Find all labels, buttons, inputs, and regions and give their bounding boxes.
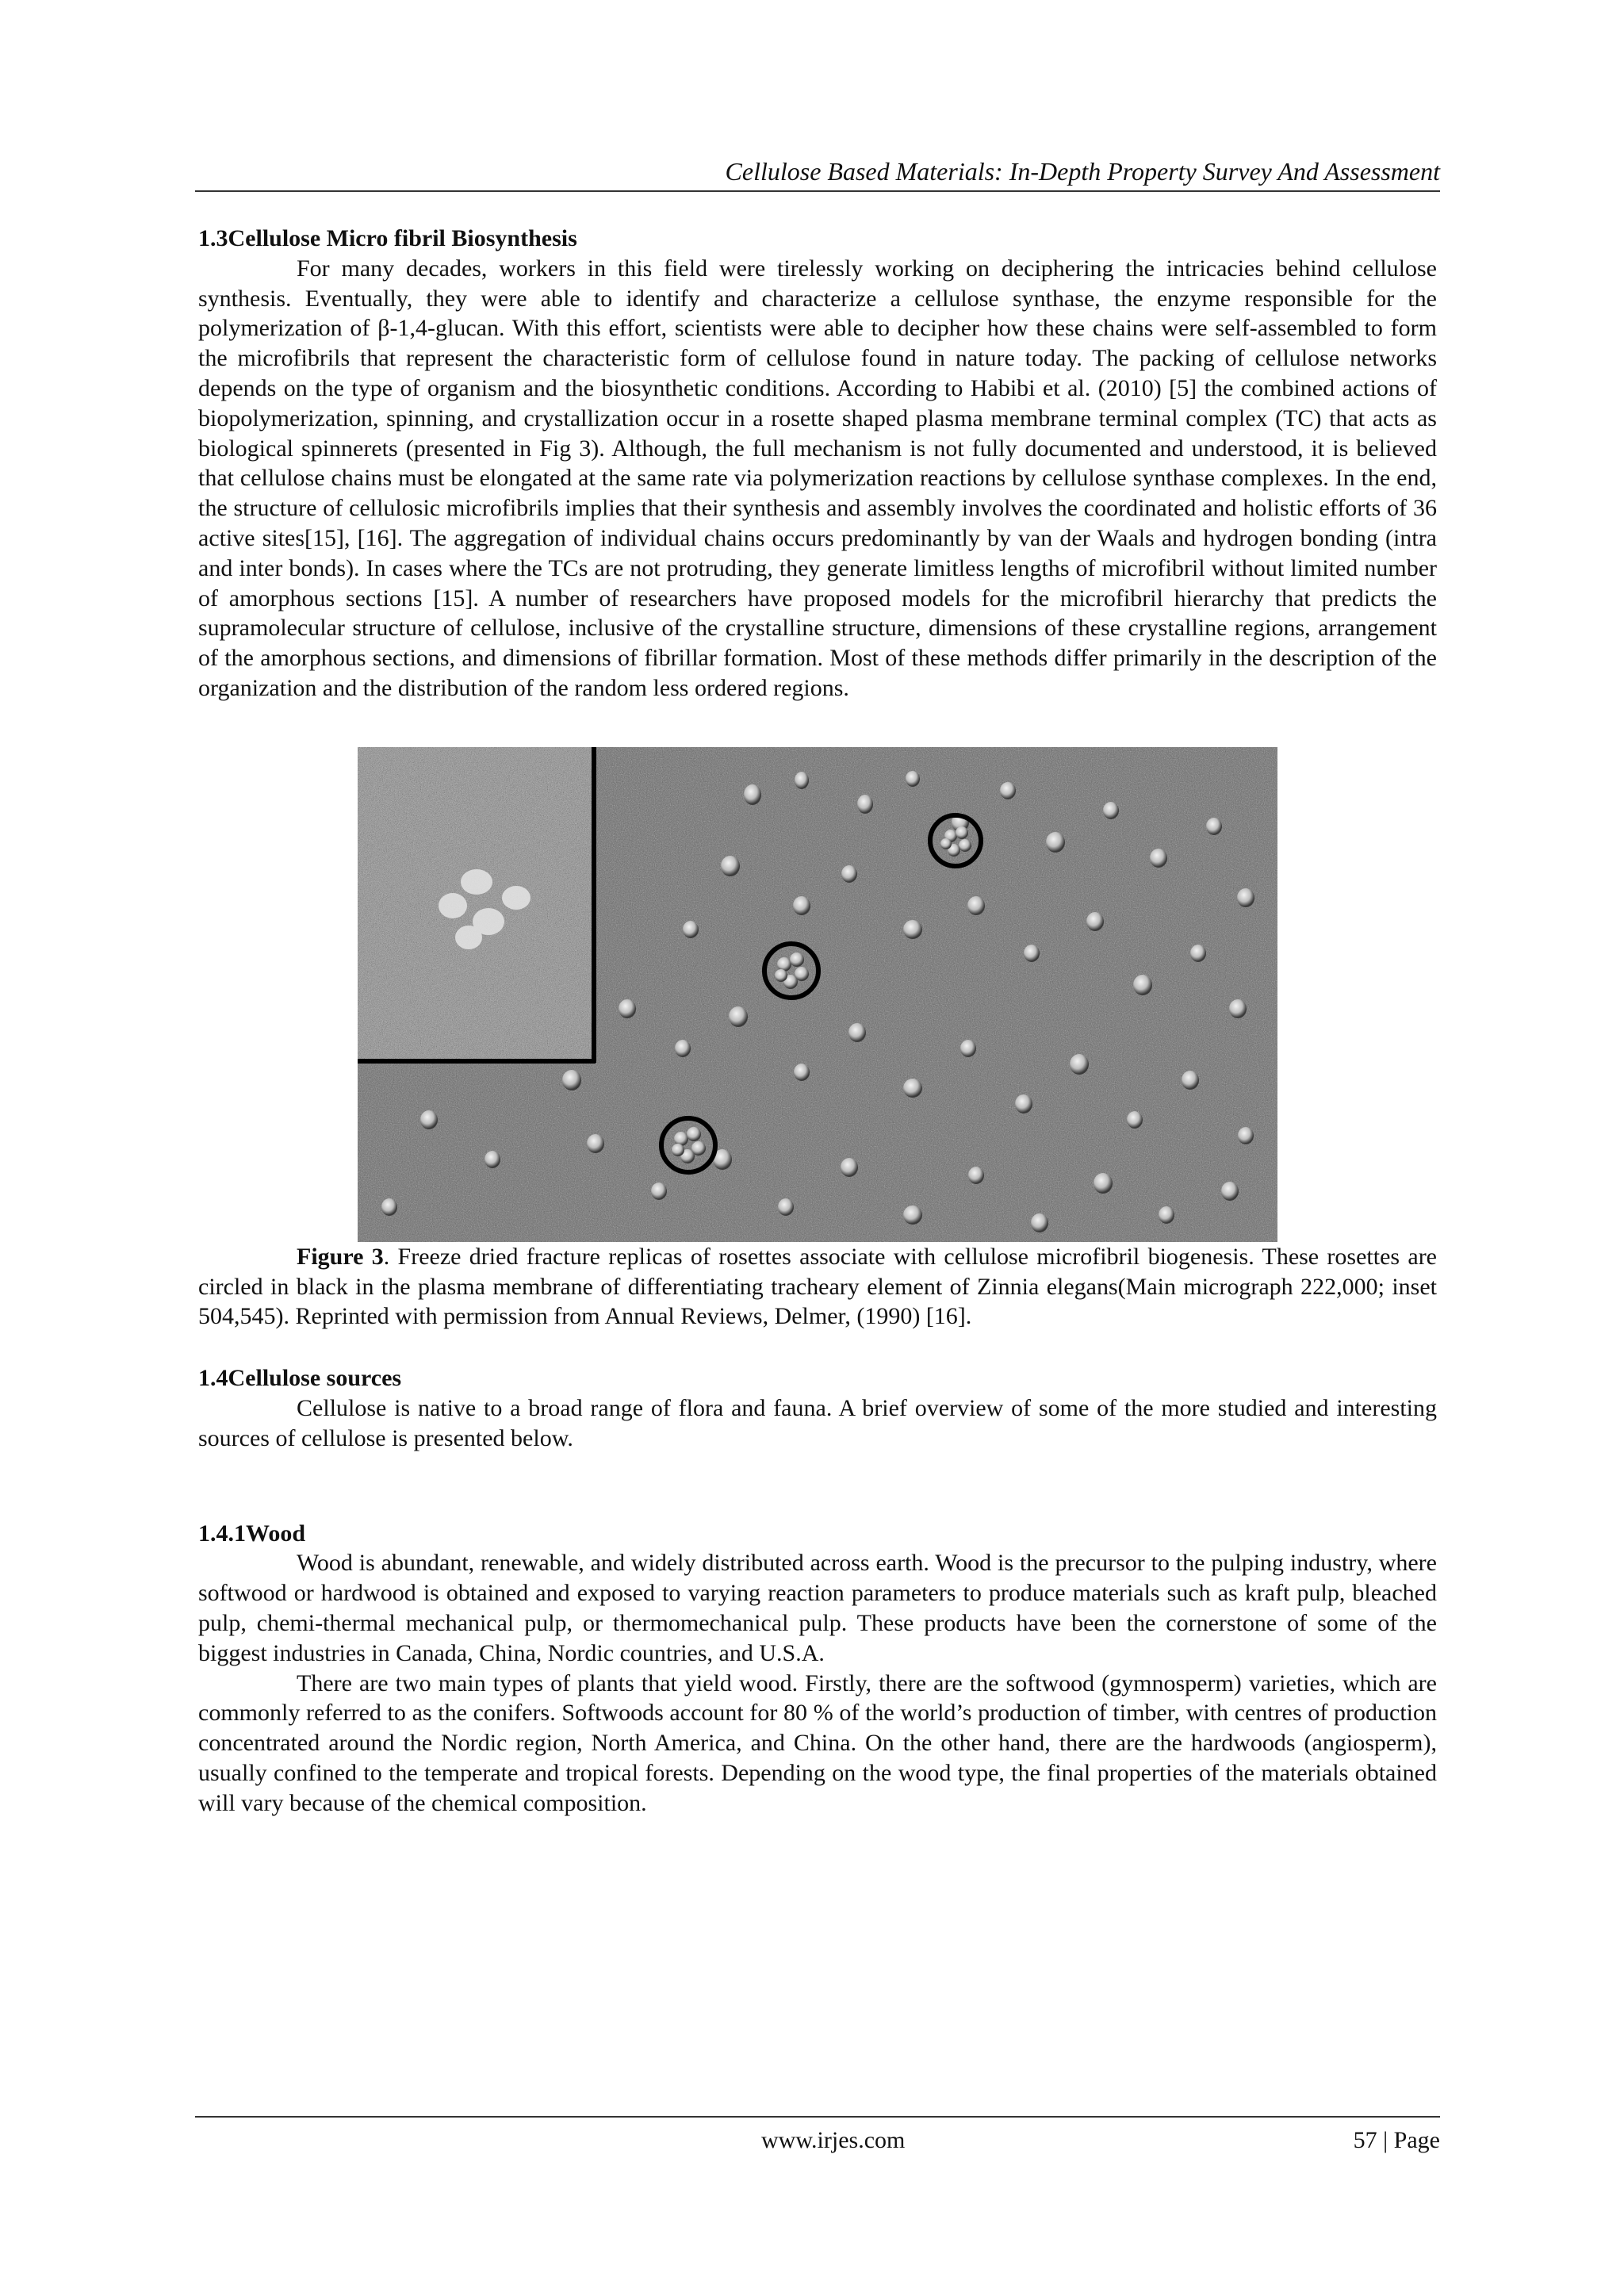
caption-text: . Freeze dried fracture replicas of rosettes associate with cellulose microfibril biogenesis. These rosettes are circled in black in the plasma membrane of differentiating tracheary element of Zinnia elegans(Main micrograph 222,000; inset 504,545). Reprinted with permission from Annual Reviews, Delmer, (1990) [16].: [198, 1243, 1437, 1330]
header-rule: [195, 190, 1440, 192]
micrograph-image: [358, 747, 1277, 1242]
footer-rule: [195, 2116, 1440, 2118]
page-body: [198, 224, 1437, 1819]
micrograph-inset: [358, 747, 596, 1063]
section-heading: 1.3Cellulose Micro fibril Biosynthesis: [198, 225, 577, 251]
figure-3-micrograph: [358, 747, 1277, 1242]
paragraph: There are two main types of plants that yield wood. Firstly, there are the softwood (gymnosperm) varieties, which are commonly referred to as the conifers. Softwoods account for 80 % of the world’s production of timber, with centres of production concentrated around the Nordic region, North America, and China. On the other hand, there are the hardwoods (angiosperm), usually confined to the temperate and tropical forests. Depending on the wood type, the final properties of the materials obtained will vary because of the chemical composition.: [198, 1669, 1437, 1816]
figure-label: Figure 3: [297, 1243, 384, 1270]
section-1-4-1: [198, 1519, 1437, 1819]
paragraph: For many decades, workers in this field were tirelessly working on deciphering the intricacies behind cellulose synthesis. Eventually, they were able to identify and characterize a cellulose synthase, the enzyme responsible for the polymerization of β-1,4-glucan. With this effort, scientists were able to decipher how these chains were self-assembled to form the microfibrils that represent the characteristic form of cellulose found in nature today. The packing of cellulose networks depends on the type of organism and the biosynthetic conditions. According to Habibi et al. (2010) [5] the combined actions of biopolymerization, spinning, and crystallization occur in a rosette shaped plasma membrane terminal complex (TC) that acts as biological spinnerets (presented in Fig 3). Although, the full mechanism is not fully documented and understood, it is believed that cellulose chains must be elongated at the same rate via polymerization reactions by cellulose synthase complexes. In the end, the structure of cellulosic microfibrils implies that their synthesis and assembly involves the coordinated and holistic efforts of 36 active sites[15], [16]. The aggregation of individual chains occurs predominantly by van der Waals and hydrogen bonding (intra and inter bonds). In cases where the TCs are not protruding, they generate limitless lengths of microfibril without limited number of amorphous sections [15]. A number of researchers have proposed models for the microfibril hierarchy that predicts the supramolecular structure of cellulose, inclusive of the crystalline structure, dimensions of these crystalline regions, arrangement of the amorphous sections, and dimensions of fibrillar formation. Most of these methods differ primarily in the description of the organization and the distribution of the random less ordered regions.: [198, 255, 1437, 701]
page-number: 57 | Page: [1353, 2127, 1440, 2153]
running-title: Cellulose Based Materials: In-Depth Property Survey And Assessment: [725, 157, 1440, 186]
paragraph: Wood is abundant, renewable, and widely distributed across earth. Wood is the precursor to the pulping industry, where softwood or hardwood is obtained and exposed to varying reaction parameters to produce materials such as kraft pulp, bleached pulp, chemi-thermal mechanical pulp, or thermomechanical pulp. These products have been the cornerstone of some of the biggest industries in Canada, China, Nordic countries, and U.S.A.: [198, 1550, 1437, 1666]
footer-url[interactable]: www.irjes.com: [761, 2127, 906, 2153]
section-heading: 1.4Cellulose sources: [198, 1365, 402, 1392]
figure-3-caption: [198, 1242, 1437, 1332]
section-heading: 1.4.1Wood: [198, 1520, 306, 1547]
section-1-3: [198, 224, 1437, 703]
section-1-4: [198, 1363, 1437, 1453]
paragraph: Cellulose is native to a broad range of flora and fauna. A brief overview of some of the more studied and interesting sources of cellulose is presented below.: [198, 1394, 1437, 1451]
